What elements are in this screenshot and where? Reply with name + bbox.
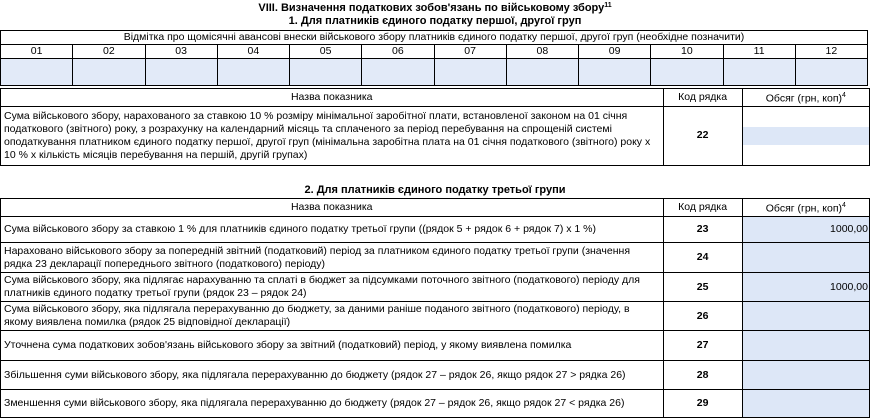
row-23-amount-input[interactable]: 1000,00 [742,217,869,243]
row-22-amount-input[interactable] [743,127,869,145]
section-title-text: VIII. Визначення податкових зобов'язань по військовому збору [258,2,605,14]
month-checkbox-02[interactable] [73,59,145,86]
col2-header-name: Назва показника [1,199,664,217]
month-checkbox-07[interactable] [434,59,506,86]
row-22-amount-spacer-bottom [743,145,869,165]
section-title-footnote: 11 [604,2,612,9]
row-22-name: Сума військового збору, нарахованого за ставкою 10 % розміру мінімальної заробітної плати, встановленої законом на 01 січня податкового (звітного) року, з розрахунку на календарний місяць та сплаченого за період перебування на спрощеній системі оподаткування платником єдиного податку першої, другої груп (мінімальна заробітна плата на 01 січня податкового (звітного) року x 10 % x кількість місяців перебування на першій, другій групах) [1,106,664,165]
row-24-amount-input[interactable] [742,243,869,273]
month-label-05: 05 [290,45,362,59]
month-label-07: 07 [434,45,506,59]
col-header-amount [742,89,869,107]
month-checkbox-04[interactable] [217,59,289,86]
row-22-code: 22 [663,106,742,165]
month-checkbox-05[interactable] [290,59,362,86]
month-checkbox-08[interactable] [506,59,578,86]
months-caption: Відмітка про щомісячні авансові внески військового збору платників єдиного податку першої, другої груп (необхідне позначити) [1,31,868,45]
col-header-name: Назва показника [1,89,664,107]
month-label-10: 10 [651,45,723,59]
row-25-amount-input[interactable]: 1000,00 [742,273,869,302]
row-26-code: 26 [663,302,742,331]
month-label-12: 12 [795,45,867,59]
month-checkbox-06[interactable] [362,59,434,86]
month-checkbox-11[interactable] [723,59,795,86]
row-23-name: Сума військового збору за ставкою 1 % для платників єдиного податку третьої групи ((рядок 5 + рядок 6 + рядок 7) x 1 %) [1,217,664,243]
month-label-01: 01 [1,45,73,59]
col2-header-code: Код рядка [663,199,742,217]
month-checkbox-01[interactable] [1,59,73,86]
row-22-amount-spacer [743,107,869,127]
row-28-amount-input[interactable] [742,361,869,390]
subsection1-table [0,88,870,166]
subsection1-title: 1. Для платників єдиного податку першої, другої груп [288,15,582,27]
month-checkbox-10[interactable] [651,59,723,86]
month-checkbox-09[interactable] [579,59,651,86]
month-checkbox-03[interactable] [145,59,217,86]
month-label-08: 08 [506,45,578,59]
row-25-code: 25 [663,273,742,302]
row-27-amount-input[interactable] [742,331,869,361]
col-header-amount-text: Обсяг (грн, коп) [765,92,843,105]
col2-header-amount-footnote: 4 [842,202,846,210]
subsection2-title: 2. Для платників єдиного податку третьої групи [304,184,566,196]
row-26-amount-input[interactable] [742,302,869,331]
months-table [0,30,868,86]
row-29-amount-input[interactable] [742,390,869,418]
row-22-amount-cell [742,106,869,165]
col-header-code: Код рядка [663,89,742,107]
row-25-name: Сума військового збору, яка підлягає нарахуванню та сплаті в бюджет за підсумками поточного звітного (податкового) періоду для платників єдиного податку третьої групи (рядок 23 – рядок 24) [1,273,664,302]
row-29-name: Зменшення суми військового збору, яка підлягала перерахуванню до бюджету (рядок 27 – рядок 26, якщо рядок 27 < рядка 26) [1,390,664,418]
row-24-name: Нараховано військового збору за попередній звітний (податковий) період за платником єдиного податку третьої групи (значення рядка 23 декларації попереднього звітного (податкового) періоду) [1,243,664,273]
col-header-amount-footnote: 4 [842,92,846,99]
row-27-name: Уточнена сума податкових зобов'язань військового збору за звітний (податковий) період, у якому виявлена помилка [1,331,664,361]
row-28-code: 28 [663,361,742,390]
col2-header-amount [742,199,869,217]
month-label-06: 06 [362,45,434,59]
row-26-name: Сума військового збору, яка підлягала перерахуванню до бюджету, за даними раніше поданого звітного (податкового) періоду, в якому виявлена помилка (рядок 25 відповідної декларації) [1,302,664,331]
col2-header-amount-text: Обсяг (грн, коп) [765,202,843,215]
month-label-09: 09 [579,45,651,59]
row-29-code: 29 [663,390,742,418]
section-title [0,2,870,14]
month-checkbox-12[interactable] [795,59,867,86]
month-label-11: 11 [723,45,795,59]
month-label-03: 03 [145,45,217,59]
subsection2-table [0,198,870,418]
month-label-04: 04 [217,45,289,59]
month-label-02: 02 [73,45,145,59]
row-27-code: 27 [663,331,742,361]
row-23-code: 23 [663,217,742,243]
row-24-code: 24 [663,243,742,273]
row-28-name: Збільшення суми військового збору, яка підлягала перерахуванню до бюджету (рядок 27 – рядок 26, якщо рядок 27 > рядка 26) [1,361,664,390]
